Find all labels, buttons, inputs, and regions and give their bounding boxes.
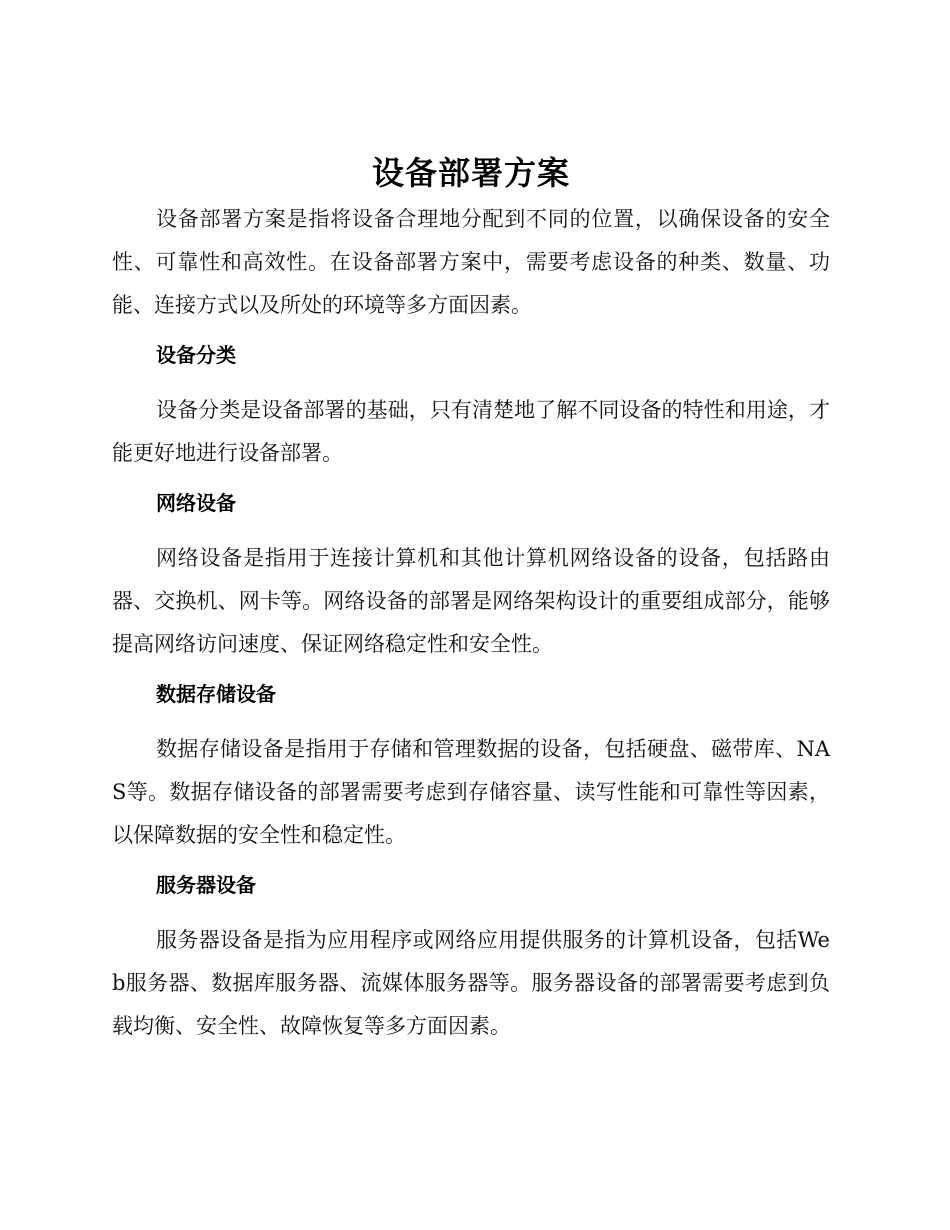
page-title: 设备部署方案 — [371, 154, 570, 192]
document-page — [112, 152, 830, 1048]
section-heading-network-devices: 网络设备 — [156, 491, 236, 515]
section-body-server-devices: 服务器设备是指为应用程序或网络应用提供服务的计算机设备，包括Web服务器、数据库服务器、流媒体服务器等。服务器设备的部署需要考虑到负载均衡、安全性、故障恢复等多方面因素。 — [112, 928, 830, 1038]
section-body-device-classification: 设备分类是设备部署的基础，只有清楚地了解不同设备的特性和用途，才能更好地进行设备部署。 — [112, 398, 830, 465]
section-heading-device-classification: 设备分类 — [156, 343, 236, 367]
section-heading-storage-devices: 数据存储设备 — [156, 682, 276, 706]
section-body-storage-devices: 数据存储设备是指用于存储和管理数据的设备，包括硬盘、磁带库、NAS等。数据存储设备的部署需要考虑到存储容量、读写性能和可靠性等因素，以保障数据的安全性和稳定性。 — [112, 737, 830, 847]
intro-paragraph: 设备部署方案是指将设备合理地分配到不同的位置，以确保设备的安全性、可靠性和高效性。在设备部署方案中，需要考虑设备的种类、数量、功能、连接方式以及所处的环境等多方面因素。 — [112, 207, 830, 317]
section-body-network-devices: 网络设备是指用于连接计算机和其他计算机网络设备的设备，包括路由器、交换机、网卡等。网络设备的部署是网络架构设计的重要组成部分，能够提高网络访问速度、保证网络稳定性和安全性。 — [112, 546, 830, 656]
section-heading-server-devices: 服务器设备 — [156, 873, 256, 897]
